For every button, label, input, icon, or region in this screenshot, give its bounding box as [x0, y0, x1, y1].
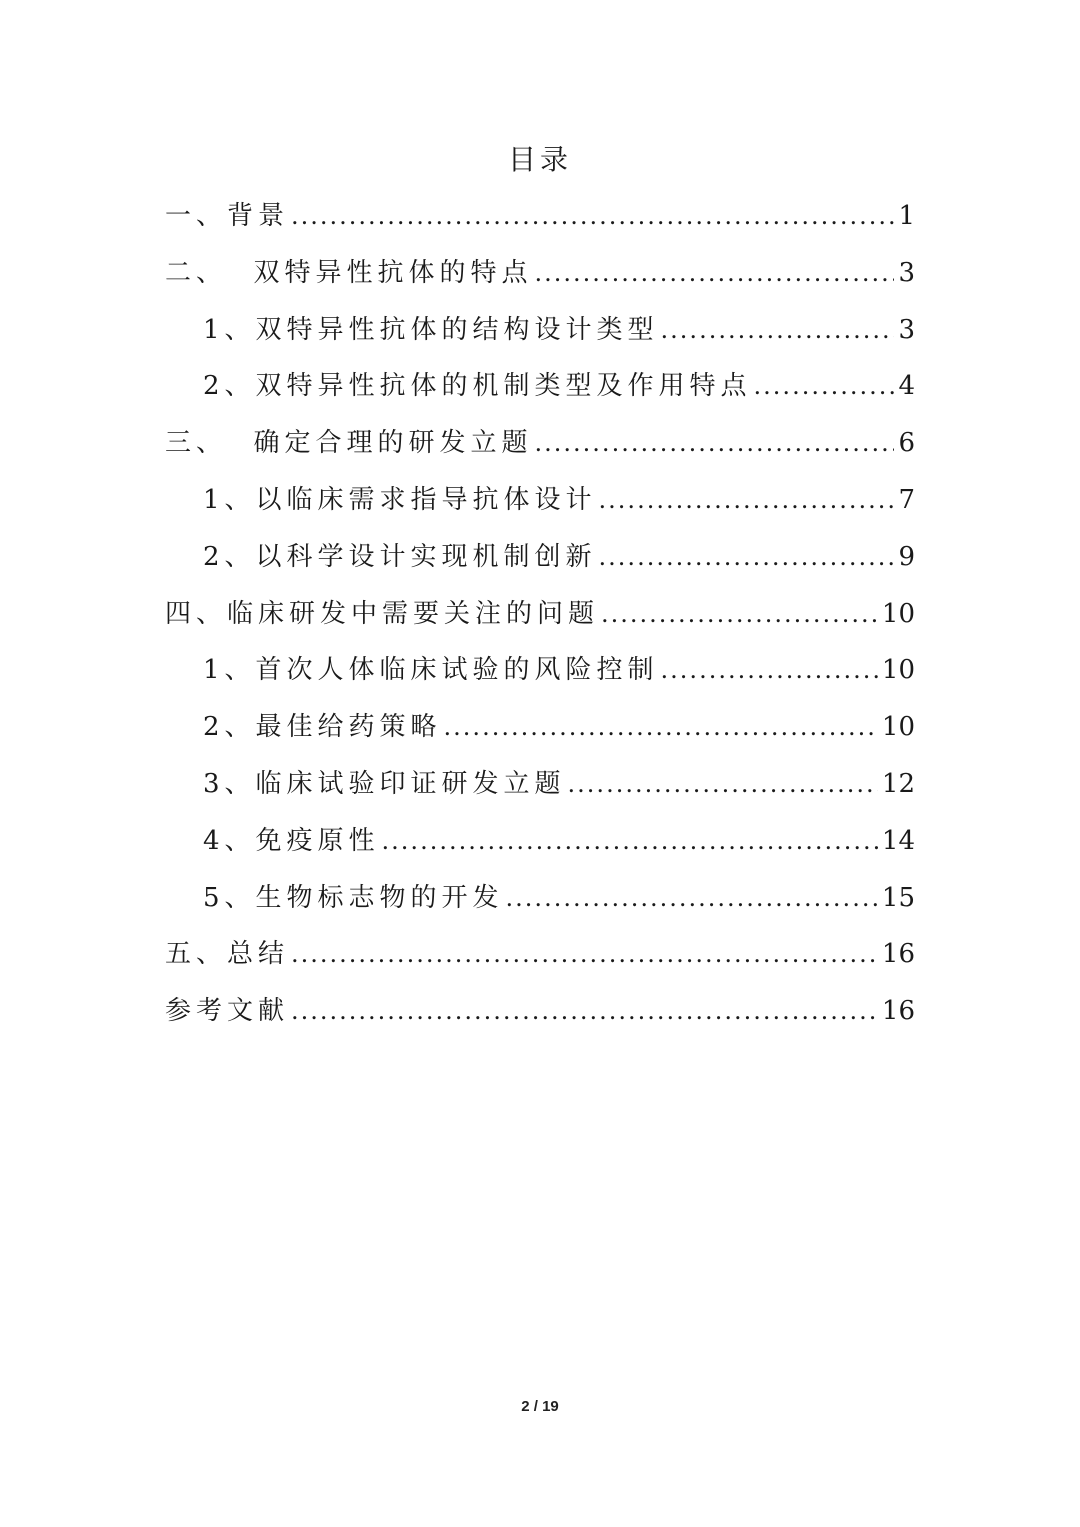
toc-entry-label: 3、临床试验印证研发立题 — [203, 768, 566, 799]
toc-entry[interactable] — [165, 813, 915, 870]
toc-entry-label: 1、以临床需求指导抗体设计 — [203, 484, 597, 515]
toc-entry-page: 16 — [881, 939, 915, 970]
toc-entry-page: 10 — [881, 655, 915, 686]
toc-entry-label: 四、临床研发中需要关注的问题 — [165, 598, 600, 629]
toc-entry[interactable] — [165, 926, 915, 983]
toc-entry-label: 一、背景 — [165, 201, 290, 231]
toc-entry-page: 4 — [898, 371, 915, 402]
toc-dot-leader — [599, 472, 895, 529]
toc-entry[interactable] — [165, 529, 915, 586]
toc-dot-leader — [444, 699, 878, 756]
toc-dot-leader — [599, 529, 895, 586]
toc-entry-page: 3 — [898, 257, 915, 288]
toc-entry-label: 2、双特异性抗体的机制类型及作用特点 — [203, 371, 752, 402]
toc-entry[interactable] — [165, 415, 915, 472]
toc-entry[interactable] — [165, 586, 915, 643]
toc-entry-label: 5、生物标志物的开发 — [203, 882, 504, 913]
toc-entry-label: 4、免疫原性 — [203, 825, 380, 856]
toc-entry[interactable] — [165, 756, 915, 813]
toc-entry[interactable] — [165, 983, 915, 1040]
toc-dot-leader — [661, 642, 878, 699]
toc-entry-label: 三、 确定合理的研发立题 — [165, 428, 533, 459]
toc-dot-leader — [535, 415, 895, 472]
toc-dot-leader — [568, 756, 878, 813]
toc-entry[interactable] — [165, 699, 915, 756]
toc-dot-leader — [291, 926, 878, 983]
toc-entry-page: 9 — [898, 541, 915, 572]
toc-entry-page: 10 — [881, 598, 915, 629]
toc-entry[interactable] — [165, 302, 915, 359]
page-number: 2 / 19 — [521, 1398, 559, 1415]
toc-dot-leader — [535, 245, 895, 302]
toc-entry-page: 16 — [881, 996, 915, 1027]
toc-entry[interactable] — [165, 870, 915, 927]
toc-dot-leader — [382, 813, 878, 870]
table-of-contents — [165, 188, 915, 1040]
toc-entry-label: 二、 双特异性抗体的特点 — [165, 257, 533, 288]
toc-entry-page: 14 — [881, 825, 915, 856]
toc-entry[interactable] — [165, 245, 915, 302]
toc-entry-page: 12 — [881, 768, 915, 799]
toc-entry-label: 参考文献 — [165, 996, 290, 1027]
toc-dot-leader — [506, 870, 878, 927]
toc-entry-page: 1 — [898, 201, 915, 231]
toc-title: 目录 — [507, 143, 572, 176]
toc-entry[interactable] — [165, 472, 915, 529]
toc-dot-leader — [661, 302, 895, 359]
toc-entry[interactable] — [165, 642, 915, 699]
toc-dot-leader — [601, 586, 878, 643]
toc-entry-label: 五、总结 — [165, 939, 290, 970]
toc-dot-leader — [291, 983, 878, 1040]
toc-entry-page: 7 — [898, 484, 915, 515]
toc-entry-page: 3 — [898, 314, 915, 345]
toc-entry-label: 1、双特异性抗体的结构设计类型 — [203, 314, 659, 345]
toc-dot-leader — [291, 188, 894, 245]
toc-entry[interactable] — [165, 188, 915, 245]
toc-entry-page: 6 — [898, 428, 915, 459]
toc-entry-label: 1、首次人体临床试验的风险控制 — [203, 655, 659, 686]
toc-dot-leader — [754, 358, 895, 415]
toc-entry-page: 15 — [881, 882, 915, 913]
toc-entry-page: 10 — [881, 712, 915, 743]
toc-entry-label: 2、最佳给药策略 — [203, 712, 442, 743]
toc-entry[interactable] — [165, 358, 915, 415]
toc-entry-label: 2、以科学设计实现机制创新 — [203, 541, 597, 572]
